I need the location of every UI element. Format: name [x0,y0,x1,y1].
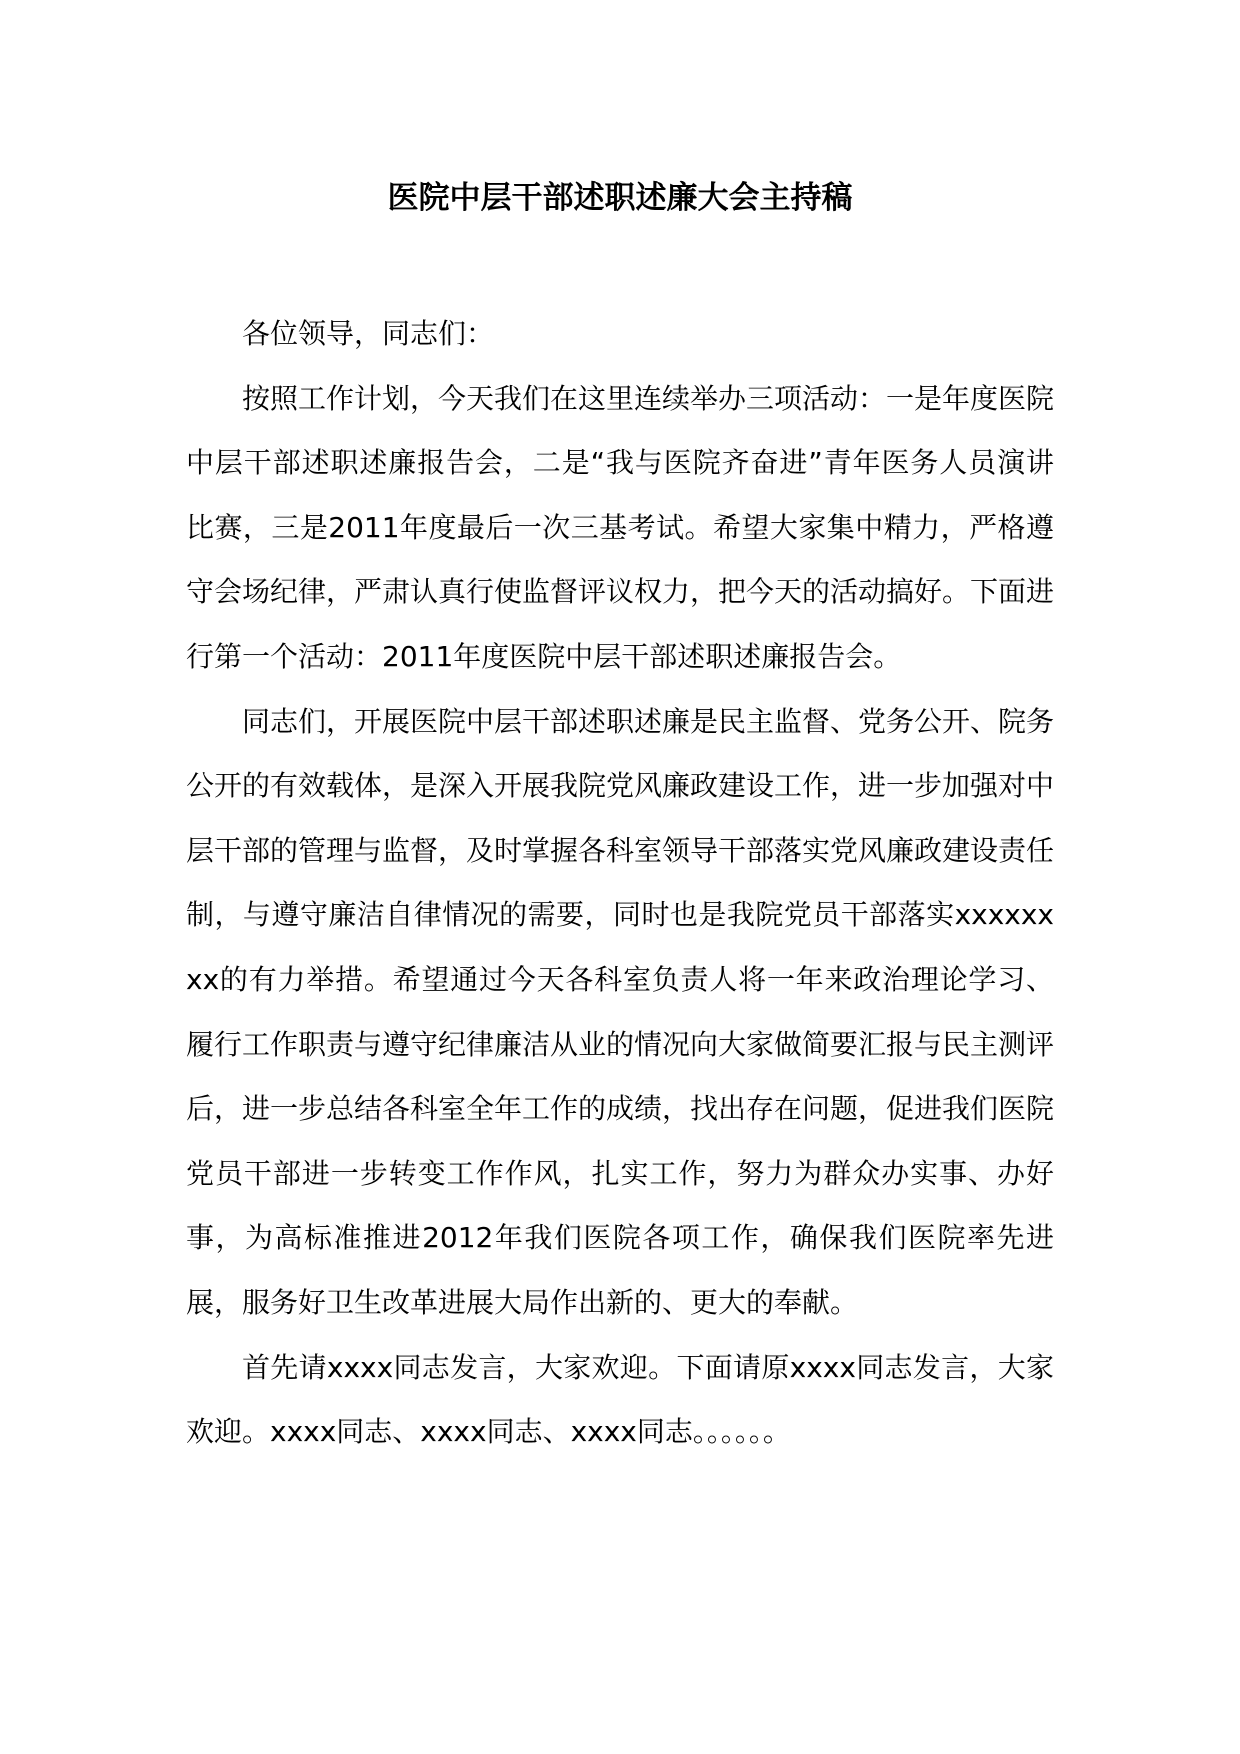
paragraph-significance: 同志们，开展医院中层干部述职述廉是民主监督、党务公开、院务公开的有效载体，是深入开展我院党风廉政建设工作，进一步加强对中层干部的管理与监督，及时掌握各科室领导干部落实党风廉政建设责任制，与遵守廉洁自律情况的需要，同时也是我院党员干部落实xxxxxxxx的有力举措。希望通过今天各科室负责人将一年来政治理论学习、履行工作职责与遵守纪律廉洁从业的情况向大家做简要汇报与民主测评后，进一步总结各科室全年工作的成绩，找出存在问题，促进我们医院党员干部进一步转变工作作风，扎实工作，努力为群众办实事、办好事，为高标准推进2012年我们医院各项工作，确保我们医院率先进展，服务好卫生改革进展大局作出新的、更大的奉献。 [186,704,1055,1319]
paragraph-speakers: 首先请xxxx同志发言，大家欢迎。下面请原xxxx同志发言，大家欢迎。xxxx同志、xxxx同志、xxxx同志。。。。。。 [186,1350,1054,1449]
document-title: 医院中层干部述职述廉大会主持稿 [387,180,853,216]
document-body [186,302,1054,1465]
paragraph-agenda: 按照工作计划，今天我们在这里连续举办三项活动：一是年度医院中层干部述职述廉报告会，二是“我与医院齐奋进”青年医务人员演讲比赛，三是2011年度最后一次三基考试。希望大家集中精力，严格遵守会场纪律，严肃认真行使监督评议权力，把今天的活动搞好。下面进行第一个活动：2011年度医院中层干部述职述廉报告会。 [186,381,1055,673]
greeting-paragraph: 各位领导，同志们： [242,317,495,350]
